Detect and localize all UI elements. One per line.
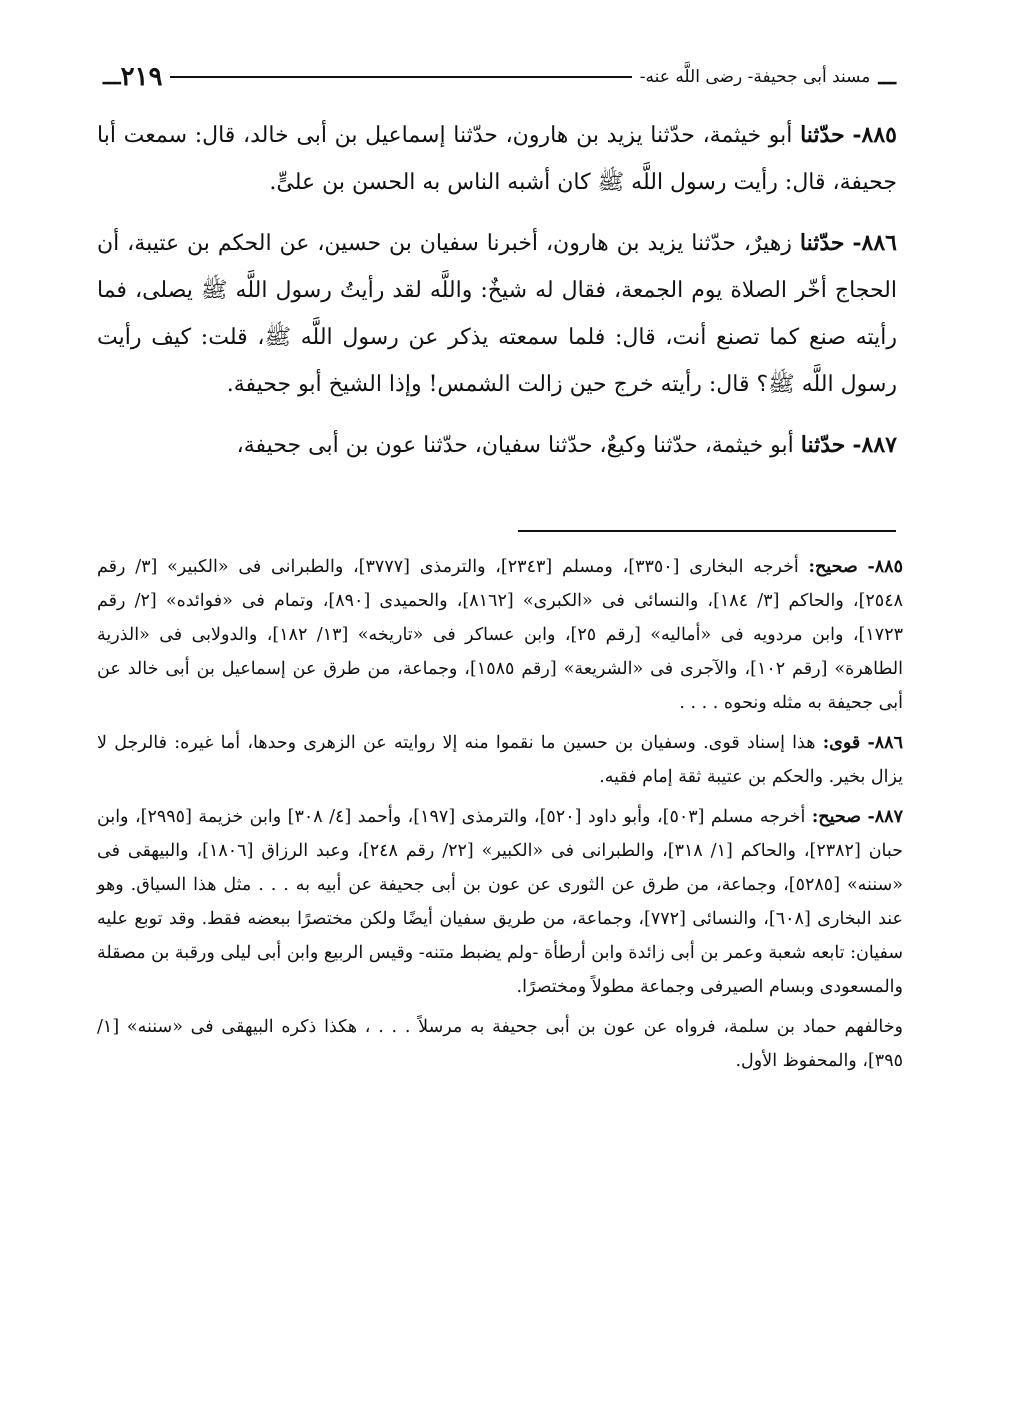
- header-dash-right: ـــ: [878, 65, 896, 89]
- hadith-number: ٨٨٦-: [852, 230, 897, 256]
- hadith-887: [97, 422, 897, 469]
- hadith-886: [97, 220, 897, 408]
- header-title: مسند أبى جحيفة- رضى اللَّه عنه-: [639, 67, 871, 87]
- hadith-text: أبو خيثمة، حدّثنا يزيد بن هارون، حدّثنا إسماعيل بن أبى خالد، قال: سمعت أبا جحيفة، قال: رأيت رسول اللَّه ﷺ كان أشبه الناس به الحسن بن علىٍّ.: [97, 123, 897, 195]
- hadith-885: [97, 112, 897, 206]
- footnote-continuation: [97, 1010, 903, 1078]
- hadith-text: زهيرٌ، حدّثنا يزيد بن هارون، أخبرنا سفيان بن حسين، عن الحكم بن عتيبة، أن الحجاج أخّر الصلاة يوم الجمعة، فقال له شيخٌ: واللَّه لقد رأيتُ رسول اللَّه ﷺ يصلى، فما رأيته صنع كما تصنع أنت، قال: فلما سمعته يذكر عن رسول اللَّه ﷺ، قلت: كيف رأيت رسول اللَّه ﷺ؟ قال: رأيته خرج حين زالت الشمس! وإذا الشيخ أبو جحيفة.: [97, 231, 897, 397]
- footnote-text: وخالفهم حماد بن سلمة، فرواه عن عون بن أبى جحيفة به مرسلاً . . . ، هكذا ذكره البيهقى فى «سننه» [١/ ٣٩٥]، والمحفوظ الأول.: [97, 1017, 903, 1071]
- hadith-lead-word: حدّثنا: [799, 230, 845, 256]
- hadith-number: ٨٨٧-: [852, 432, 897, 458]
- footnote-separator: [518, 530, 896, 532]
- footnote-number: ٨٨٥-: [867, 557, 903, 577]
- footnote-text: أخرجه مسلم [٥٠٣]، وأبو داود [٥٢٠]، والترمذى [١٩٧]، وأحمد [٤/ ٣٠٨] وابن خزيمة [٢٩٩٥]، وابن حبان [٢٣٨٢]، والحاكم [١/ ٣١٨]، والطبرانى فى «الكبير» [٢٢/ رقم ٢٤٨]، وعبد الرزاق [١٨٠٦]، والبيهقى فى «سننه» [٥٢٨٥]، وجماعة، من طرق عن الثورى عن عون بن أبى جحيفة عن أبيه به . . . مثل هذا السياق. وهو عند البخارى [٦٠٨]، والنسائى [٧٧٢]، وجماعة، من طريق سفيان أيضًا ولكن مختصرًا ببعضه فقط. وقد توبع عليه سفيان: تابعه شعبة وعمر بن أبى زائدة وابن أرطأة -ولم يضبط متنه- وقيس الربيع وابن أبى ليلى ورقبة بن مصقلة والمسعودى وبسام الصيرفى وجماعة مطولاً ومختصرًا.: [97, 807, 903, 997]
- hadith-text-body: [97, 112, 897, 483]
- hadith-lead-word: حدّثنا: [800, 122, 845, 148]
- header-rule: [170, 76, 631, 78]
- footnote-grade: صحيح:: [808, 557, 858, 577]
- footnote-grade: قوى:: [822, 733, 861, 753]
- hadith-lead-word: حدّثنا: [800, 432, 846, 458]
- footnote-number: ٨٨٦-: [867, 733, 903, 753]
- footnote-text: أخرجه البخارى [٣٣٥٠]، ومسلم [٢٣٤٣]، والترمذى [٣٧٧٧]، والطبرانى فى «الكبير» [٣/ رقم ٢٥٤٨]، والحاكم [٣/ ١٨٤]، والنسائى فى «الكبرى» [٨١٦٢]، والحميدى [٨٩٠]، وتمام فى «فوائده» [٢/ رقم ١٧٢٣]، وابن مردويه فى «أماليه» [رقم ٢٥]، وابن عساكر فى «تاريخه» [١٣/ ١٨٢]، والدولابى فى «الذرية الطاهرة» [رقم ١٠٢]، والآجرى فى «الشريعة» [رقم ١٥٨٥]، وجماعة، من طرق عن إسماعيل بن أبى خالد عن أبى جحيفة به مثله ونحوه . . . .: [97, 557, 904, 713]
- footnote-887: [97, 800, 903, 1004]
- footnote-grade: صحيح:: [811, 807, 862, 827]
- footnote-text: هذا إسناد قوى. وسفيان بن حسين ما نقموا منه إلا روايته عن الزهرى وحدها، أما غيره: فالرجل لا يزال بخير. والحكم بن عتيبة ثقة إمام فقيه.: [97, 733, 903, 787]
- footnote-number: ٨٨٧-: [867, 807, 903, 827]
- header-dash-left: ـــ: [103, 65, 121, 89]
- page-number: ٢١٩: [120, 62, 163, 92]
- hadith-number: ٨٨٥-: [852, 122, 897, 148]
- page-header: [95, 62, 896, 92]
- hadith-text: أبو خيثمة، حدّثنا وكيعٌ، حدّثنا سفيان، حدّثنا عون بن أبى جحيفة،: [236, 433, 794, 458]
- footnote-886: [97, 726, 903, 794]
- footnote-885: [97, 550, 903, 720]
- footnotes: [97, 550, 903, 1084]
